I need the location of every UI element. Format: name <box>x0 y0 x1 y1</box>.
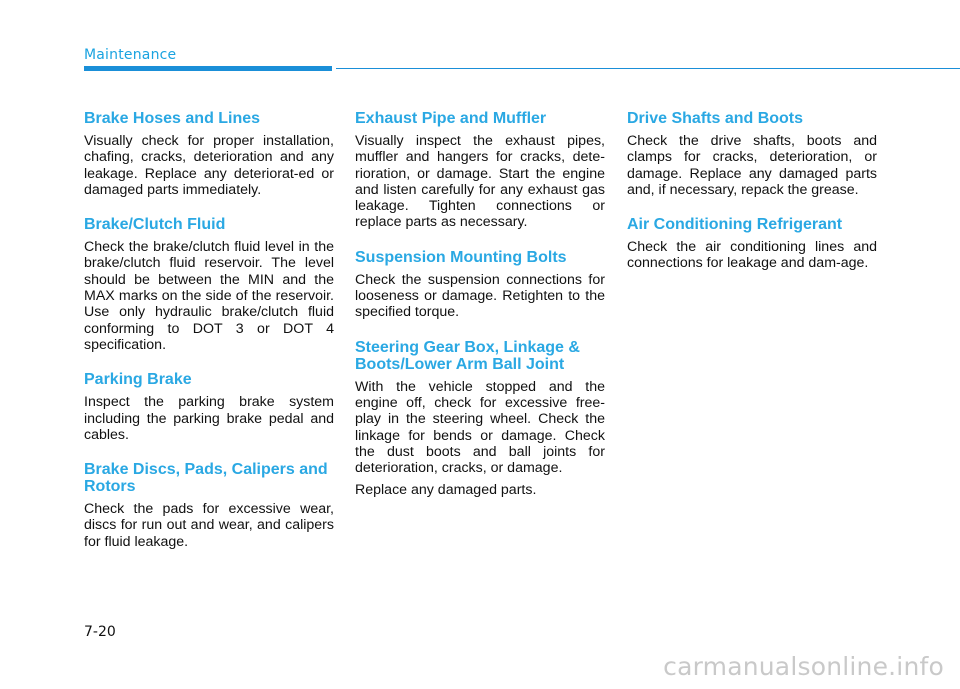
section-suspension-bolts <box>355 249 605 321</box>
page-number: 7-20 <box>84 624 116 640</box>
section-title: Suspension Mounting Bolts <box>355 248 567 266</box>
section-title: Brake Hoses and Lines <box>84 110 261 127</box>
section-paragraph: Check the drive shafts, boots and clamps for cracks, deterioration, or damage. Replace any damaged parts and, if necessary, repack the grease. <box>627 133 877 198</box>
section-paragraph: Check the pads for excessive wear, discs for run out and wear, and calipers for fluid leakage. <box>84 501 334 550</box>
section-ac-refrigerant <box>627 216 877 272</box>
section-paragraph: Visually check for proper installation, chafing, cracks, deterioration and any leakage. Replace any deteriorat-ed or damaged parts immediately. <box>84 133 334 198</box>
header-rule-thin <box>336 68 960 69</box>
header-rule-thick <box>84 66 332 71</box>
section-drive-shafts <box>627 110 877 198</box>
section-title: Brake Discs, Pads, Calipers and Rotors <box>84 461 328 496</box>
section-steering-gear <box>355 339 605 499</box>
section-paragraph: Visually inspect the exhaust pipes, muffler and hangers for cracks, dete-rioration, or damage. Start the engine and listen carefully for any exhaust gas leakage. Tighten connections or replace parts as necessary. <box>355 133 605 231</box>
section-parking-brake <box>84 371 334 443</box>
section-title: Drive Shafts and Boots <box>627 110 804 127</box>
section-brake-hoses <box>84 110 334 198</box>
section-exhaust-pipe <box>355 110 605 231</box>
section-title: Exhaust Pipe and Muffler <box>355 110 547 127</box>
column-2 <box>355 110 605 517</box>
section-paragraph: Inspect the parking brake system including the parking brake pedal and cables. <box>84 394 334 443</box>
section-title: Steering Gear Box, Linkage & Boots/Lower Arm Ball Joint <box>355 338 580 373</box>
section-label: Maintenance <box>84 47 177 63</box>
section-paragraph: Replace any damaged parts. <box>355 482 537 499</box>
watermark: carmanualsonline.info <box>663 652 944 681</box>
section-title: Air Conditioning Refrigerant <box>627 216 843 234</box>
section-title: Parking Brake <box>84 371 192 389</box>
section-title: Brake/Clutch Fluid <box>84 216 226 234</box>
section-paragraph: Check the suspension connections for looseness or damage. Retighten to the specified torque. <box>355 271 605 321</box>
section-paragraph: Check the air conditioning lines and connections for leakage and dam-age. <box>627 239 877 272</box>
section-brake-discs <box>84 461 334 550</box>
column-1 <box>84 110 334 568</box>
section-brake-clutch-fluid <box>84 216 334 353</box>
section-paragraph: With the vehicle stopped and the engine off, check for excessive free-play in the steering wheel. Check the linkage for bends or damage. Check the dust boots and ball joints for deterioration, cracks, or damage. <box>355 378 605 477</box>
section-paragraph: Check the brake/clutch fluid level in the brake/clutch fluid reservoir. The level should be between the MIN and the MAX marks on the side of the reservoir. Use only hydraulic brake/clutch fluid conforming to DOT 3 or DOT 4 specification. <box>84 239 334 353</box>
column-3 <box>627 110 877 290</box>
